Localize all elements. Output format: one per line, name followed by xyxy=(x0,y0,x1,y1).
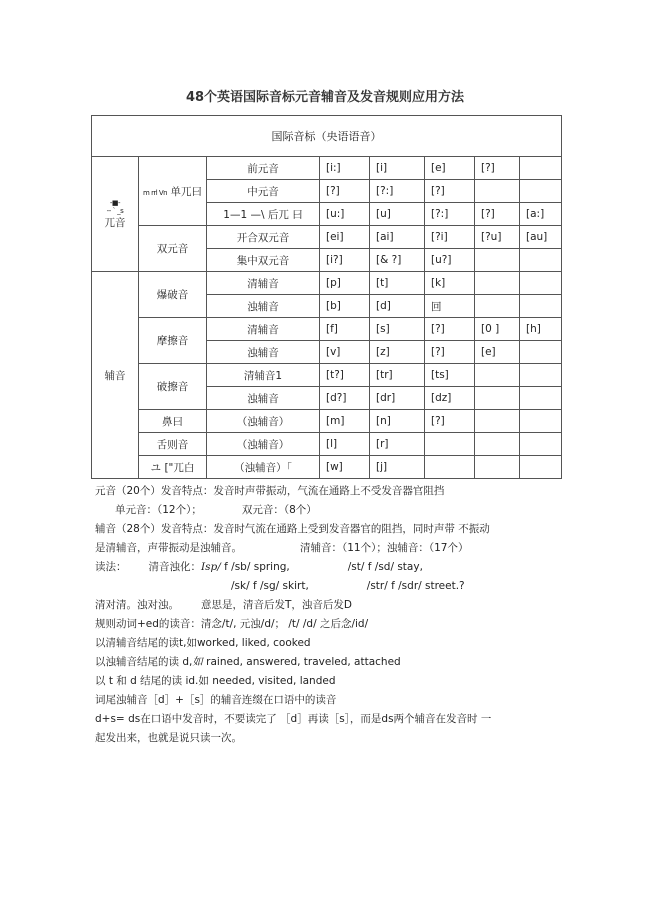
text-line xyxy=(95,558,565,577)
symbol-cell: [?:] xyxy=(370,180,425,203)
text-fragment: 意思是，清音后发T，浊音后发D xyxy=(201,599,352,611)
row-label: 开合双元音 xyxy=(207,226,320,249)
symbol-cell: [& ?] xyxy=(370,249,425,272)
category-label: 爆破音 xyxy=(139,272,207,318)
symbol-cell: [?] xyxy=(475,157,520,180)
row-label: 浊辅音 xyxy=(207,341,320,364)
row-label: 1—1 —\ 后兀 曰 xyxy=(207,203,320,226)
text-fragment: rained, answered, traveled, attached xyxy=(202,656,401,668)
symbol-cell xyxy=(425,433,475,456)
symbol-cell: [u?] xyxy=(425,249,475,272)
text-fragment: f /sb/ spring, xyxy=(220,561,290,573)
symbol-cell: [d] xyxy=(370,295,425,318)
symbol-cell: [i?] xyxy=(320,249,370,272)
symbol-cell: [w] xyxy=(320,456,370,479)
table-row xyxy=(92,157,562,180)
symbol-cell: 回 xyxy=(425,295,475,318)
table-row xyxy=(92,272,562,295)
symbol-cell: [u:] xyxy=(320,203,370,226)
text-line xyxy=(95,653,565,672)
symbol-cell xyxy=(425,456,475,479)
symbol-cell: [a:] xyxy=(520,203,562,226)
symbol-cell: [?u] xyxy=(475,226,520,249)
text-fragment: 单元音：（12个）； xyxy=(115,504,202,516)
symbol-cell: [z] xyxy=(370,341,425,364)
symbol-cell: [tr] xyxy=(370,364,425,387)
table-row xyxy=(92,456,562,479)
symbol-cell xyxy=(475,249,520,272)
symbol-cell: [?:] xyxy=(425,203,475,226)
symbol-cell: [f] xyxy=(320,318,370,341)
symbol-cell: [au] xyxy=(520,226,562,249)
symbol-cell xyxy=(475,180,520,203)
text-fragment: 读法： xyxy=(95,561,127,573)
symbol-cell: [ei] xyxy=(320,226,370,249)
category-label: 鼻曰 xyxy=(139,410,207,433)
notes-section xyxy=(95,482,565,748)
symbol-cell: [t] xyxy=(370,272,425,295)
monophthong-label: 单兀曰 xyxy=(170,185,202,198)
consonant-group-label: 辅音 xyxy=(92,272,139,479)
text-line: 起发出来，也就是说只读一次。 xyxy=(95,732,242,744)
symbol-cell: [k] xyxy=(425,272,475,295)
symbol-cell xyxy=(520,433,562,456)
symbol-cell: [v] xyxy=(320,341,370,364)
symbol-cell xyxy=(475,387,520,410)
text-fragment: 以浊辅音结尾的读 d, xyxy=(95,656,193,668)
symbol-cell: [m] xyxy=(320,410,370,433)
symbol-cell xyxy=(475,295,520,318)
symbol-cell: [l] xyxy=(320,433,370,456)
symbol-cell xyxy=(520,157,562,180)
text-line xyxy=(95,596,565,615)
category-label: 摩擦音 xyxy=(139,318,207,364)
text-line xyxy=(95,539,565,558)
row-label: 浊辅音 xyxy=(207,387,320,410)
table-row xyxy=(92,410,562,433)
text-fragment: 是清辅音，声带振动是浊辅音。 xyxy=(95,542,242,554)
symbol-cell xyxy=(520,456,562,479)
text-fragment: /st/ f /sd/ stay, xyxy=(347,561,423,573)
symbol-cell: [0 ] xyxy=(475,318,520,341)
symbol-cell: [p] xyxy=(320,272,370,295)
text-fragment: 清音浊化： xyxy=(148,561,201,573)
table-header-row xyxy=(92,116,562,157)
row-label: 清辅音 xyxy=(207,318,320,341)
symbol-cell xyxy=(475,456,520,479)
symbol-cell: [s] xyxy=(370,318,425,341)
vowel-group-cell xyxy=(92,157,139,272)
symbol-cell: [j] xyxy=(370,456,425,479)
text-fragment: 双元音：（8个） xyxy=(241,504,317,516)
symbol-cell: [t?] xyxy=(320,364,370,387)
symbol-cell xyxy=(475,433,520,456)
symbol-cell: [e] xyxy=(425,157,475,180)
page-title: 48个英语国际音标元音辅音及发音规则应用方法 xyxy=(185,90,465,105)
symbol-cell: [?] xyxy=(425,410,475,433)
symbol-cell: [i] xyxy=(370,157,425,180)
row-label: 集中双元音 xyxy=(207,249,320,272)
row-label: （浊辅音） xyxy=(207,410,320,433)
phonetic-table xyxy=(91,115,562,479)
symbol-cell: [d?] xyxy=(320,387,370,410)
scan-artifact: m rrl Vn xyxy=(143,188,168,197)
symbol-cell xyxy=(520,180,562,203)
symbol-cell: [?] xyxy=(425,180,475,203)
row-label: （浊辅音） xyxy=(207,433,320,456)
symbol-cell xyxy=(520,295,562,318)
symbol-cell xyxy=(520,364,562,387)
symbol-cell: [dz] xyxy=(425,387,475,410)
text-line: d+s= ds在口语中发音时，不要读完了 ［d］再读［s］，而是ds两个辅音在发音时 一 xyxy=(95,713,492,725)
symbol-cell xyxy=(475,410,520,433)
symbol-cell: [ai] xyxy=(370,226,425,249)
scan-artifact: -- ` _s xyxy=(106,206,124,215)
symbol-cell xyxy=(520,249,562,272)
diphthong-label: 双元音 xyxy=(139,226,207,272)
table-row xyxy=(92,226,562,249)
symbol-cell: [n] xyxy=(370,410,425,433)
symbol-cell xyxy=(475,364,520,387)
symbol-cell: [e] xyxy=(475,341,520,364)
table-row xyxy=(92,364,562,387)
row-label: 中元音 xyxy=(207,180,320,203)
symbol-cell xyxy=(520,387,562,410)
symbol-cell xyxy=(520,272,562,295)
symbol-cell: [u] xyxy=(370,203,425,226)
category-label: ユ ["兀白 xyxy=(139,456,207,479)
category-label: 破擦音 xyxy=(139,364,207,410)
text-line: 以清辅音结尾的读t,如worked, liked, cooked xyxy=(95,637,311,649)
symbol-cell: [?] xyxy=(425,318,475,341)
text-fragment: Isp/ xyxy=(201,561,221,573)
monophthong-cell xyxy=(139,157,207,226)
symbol-cell xyxy=(520,341,562,364)
text-line: 以 t 和 d 结尾的读 id.如 needed, visited, landed xyxy=(95,675,336,687)
row-label: 清辅音 xyxy=(207,272,320,295)
symbol-cell: [r] xyxy=(370,433,425,456)
table-row xyxy=(92,318,562,341)
table-header: 国际音标（央语语音） xyxy=(92,116,562,157)
symbol-cell: [?] xyxy=(320,180,370,203)
table-row xyxy=(92,433,562,456)
text-fragment: /sk/ f /sg/ skirt, xyxy=(231,580,309,592)
symbol-cell: [?] xyxy=(425,341,475,364)
scan-artifact: -■- xyxy=(109,198,121,207)
text-line xyxy=(95,577,565,596)
symbol-cell: [?] xyxy=(475,203,520,226)
row-label: 清辅音1 xyxy=(207,364,320,387)
symbol-cell: [h] xyxy=(520,318,562,341)
text-fragment: 清辅音：（11个）；浊辅音：（17个） xyxy=(300,542,469,554)
symbol-cell: [ts] xyxy=(425,364,475,387)
row-label: 浊辅音 xyxy=(207,295,320,318)
text-line: 规则动词+ed的读音：清念/t/, 元浊/d/； /t/ /d/ 之后念/id/ xyxy=(95,618,369,630)
text-fragment: 如 xyxy=(192,656,203,668)
row-label: （浊辅音）「 xyxy=(207,456,320,479)
symbol-cell: [dr] xyxy=(370,387,425,410)
vowel-group-label: 兀音 xyxy=(104,216,126,229)
text-line: 元音（20个）发音特点：发音时声带振动，气流在通路上不受发音器官阻挡 xyxy=(95,485,445,497)
symbol-cell: [b] xyxy=(320,295,370,318)
row-label: 前元音 xyxy=(207,157,320,180)
category-label: 舌则音 xyxy=(139,433,207,456)
symbol-cell: [i:] xyxy=(320,157,370,180)
text-fragment: /str/ f /sdr/ street.? xyxy=(366,580,465,592)
symbol-cell xyxy=(520,410,562,433)
text-line xyxy=(95,501,565,520)
symbol-cell xyxy=(475,272,520,295)
symbol-cell: [?i] xyxy=(425,226,475,249)
text-line: 辅音（28个）发音特点：发音时气流在通路上受到发音器官的阻挡，同时声带 不振动 xyxy=(95,523,490,535)
text-line: 词尾浊辅音［d］+［s］的辅音连缀在口语中的读音 xyxy=(95,694,337,706)
text-fragment: 清对清。浊对浊。 xyxy=(95,599,179,611)
